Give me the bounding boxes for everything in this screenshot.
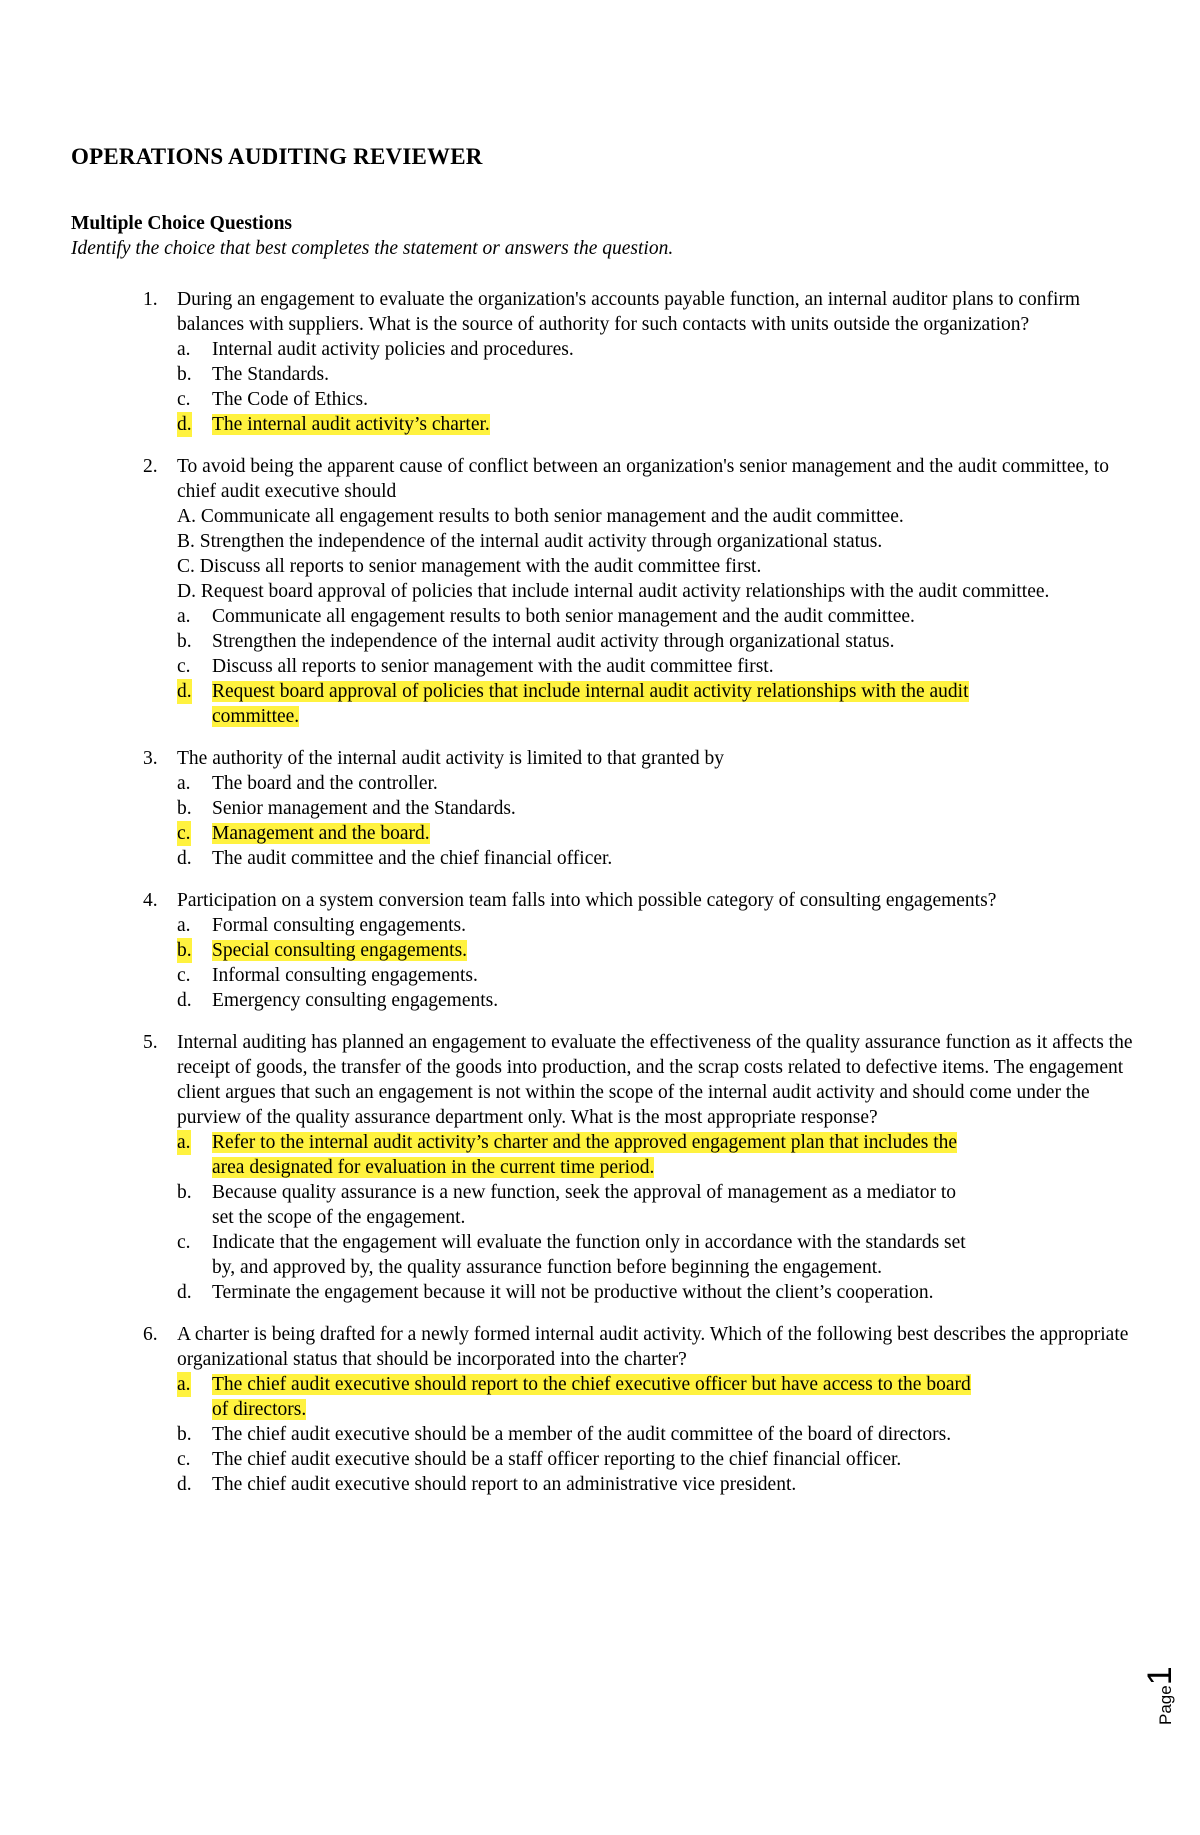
choice-b — [177, 629, 1141, 654]
question-2 — [71, 454, 1141, 729]
choice-b — [177, 796, 1141, 821]
question-number: 5. — [143, 1032, 158, 1053]
choice-text: The board and the controller. — [212, 773, 438, 794]
answer-highlight: The chief audit executive should report to the chief executive officer but have access to the board of directors. — [212, 1374, 971, 1420]
answer-highlight: Special consulting engagements. — [212, 940, 468, 961]
choice-a — [177, 771, 1141, 796]
question-6 — [71, 1322, 1141, 1497]
choice-letter-highlighted: a. — [177, 1374, 191, 1395]
section-heading: Multiple Choice Questions — [71, 213, 293, 234]
choice-text: The chief audit executive should be a staff officer reporting to the chief financial officer. — [212, 1449, 902, 1470]
choice-list — [177, 1372, 1141, 1497]
choice-text: The Code of Ethics. — [212, 389, 368, 410]
choice-text: The chief audit executive should report to an administrative vice president. — [212, 1474, 797, 1495]
choice-list — [177, 1130, 1141, 1305]
instructions-text: Identify the choice that best completes the statement or answers the question. — [71, 238, 674, 259]
page-number-rotated — [1141, 1666, 1179, 1725]
choice-d — [177, 1280, 1141, 1305]
question-stem: Participation on a system conversion team falls into which possible category of consulting engagements? — [177, 890, 997, 911]
question-number: 4. — [143, 890, 158, 911]
question-4 — [71, 888, 1141, 1013]
choice-c — [177, 654, 1141, 679]
choice-text: Indicate that the engagement will evaluate the function only in accordance with the standards set by, and approved by, the quality assurance function before beginning the engagement. — [212, 1232, 966, 1278]
choice-a — [177, 604, 1141, 629]
choice-text: Internal audit activity policies and procedures. — [212, 339, 574, 360]
choice-a — [177, 913, 1141, 938]
choice-text: Informal consulting engagements. — [212, 965, 478, 986]
choice-text: The chief audit executive should be a member of the audit committee of the board of directors. — [212, 1424, 952, 1445]
choice-b — [177, 1422, 1141, 1447]
choice-list — [177, 771, 1141, 871]
choice-letter: d. — [177, 1282, 192, 1303]
choice-letter: a. — [177, 606, 191, 627]
choice-letter: b. — [177, 1182, 192, 1203]
page-number-value: 1 — [1141, 1666, 1179, 1686]
question-number: 3. — [143, 748, 158, 769]
question-5 — [71, 1030, 1141, 1305]
choice-text: Terminate the engagement because it will not be productive without the client’s cooperation. — [212, 1282, 934, 1303]
choice-b — [177, 362, 1141, 387]
choice-text: Strengthen the independence of the internal audit activity through organizational status. — [212, 631, 895, 652]
choice-letter-highlighted: d. — [177, 681, 192, 702]
choice-letter: a. — [177, 915, 191, 936]
question-number: 2. — [143, 456, 158, 477]
answer-highlight: The internal audit activity’s charter. — [212, 414, 490, 435]
choice-c — [177, 963, 1141, 988]
question-3 — [71, 746, 1141, 871]
choice-letter-highlighted: a. — [177, 1132, 191, 1153]
question-list — [71, 287, 1141, 1514]
choice-d-answer — [177, 412, 1141, 437]
choice-letter: c. — [177, 656, 191, 677]
choice-list — [177, 604, 1141, 729]
choice-list — [177, 337, 1141, 437]
choice-a-answer — [177, 1130, 1141, 1180]
choice-c-answer — [177, 821, 1141, 846]
choice-letter: b. — [177, 798, 192, 819]
choice-c — [177, 1447, 1141, 1472]
choice-letter: c. — [177, 389, 191, 410]
choice-c — [177, 387, 1141, 412]
choice-letter: a. — [177, 339, 191, 360]
choice-text: Discuss all reports to senior management with the audit committee first. — [212, 656, 774, 677]
choice-d — [177, 846, 1141, 871]
choice-a-answer — [177, 1372, 1141, 1422]
choice-letter-highlighted: d. — [177, 414, 192, 435]
choice-c — [177, 1230, 1141, 1280]
question-number: 6. — [143, 1324, 158, 1345]
question-number: 1. — [143, 289, 158, 310]
answer-highlight: Request board approval of policies that include internal audit activity relationships with the audit committee. — [212, 681, 969, 727]
choice-d — [177, 988, 1141, 1013]
choice-text: Because quality assurance is a new function, seek the approval of management as a mediator to set the scope of the engagement. — [212, 1182, 956, 1228]
choice-letter: c. — [177, 1449, 191, 1470]
question-1 — [71, 287, 1141, 437]
page-number — [1141, 1625, 1192, 1725]
sub-option-d: D. Request board approval of policies that include internal audit activity relationships with the audit committee. — [177, 581, 1050, 602]
choice-letter-highlighted: c. — [177, 823, 191, 844]
choice-letter: b. — [177, 364, 192, 385]
choice-letter: c. — [177, 965, 191, 986]
choice-b-answer — [177, 938, 1141, 963]
choice-text: The Standards. — [212, 364, 329, 385]
choice-letter: d. — [177, 848, 192, 869]
choice-d — [177, 1472, 1141, 1497]
choice-letter: d. — [177, 990, 192, 1011]
choice-text: Emergency consulting engagements. — [212, 990, 499, 1011]
choice-b — [177, 1180, 1141, 1230]
answer-highlight: Management and the board. — [212, 823, 430, 844]
sub-option-a: A. Communicate all engagement results to both senior management and the audit committee. — [177, 506, 904, 527]
question-stem: A charter is being drafted for a newly formed internal audit activity. Which of the following best describes the appropriate organizational status that should be incorporated into the charter? — [177, 1324, 1129, 1370]
choice-letter: c. — [177, 1232, 191, 1253]
choice-text: The audit committee and the chief financial officer. — [212, 848, 613, 869]
answer-highlight: Refer to the internal audit activity’s charter and the approved engagement plan that includes the area designated for evaluation in the current time period. — [212, 1132, 958, 1178]
choice-letter-highlighted: b. — [177, 940, 192, 961]
document-title: OPERATIONS AUDITING REVIEWER — [71, 144, 483, 169]
choice-text: Communicate all engagement results to both senior management and the audit committee. — [212, 606, 915, 627]
question-stem: Internal auditing has planned an engagement to evaluate the effectiveness of the quality assurance function as it affects the receipt of goods, the transfer of the goods into production, and the scrap costs related to defective items. The engagement client argues that such an engagement is not within the scope of the internal audit activity and should come under the purview of the quality assurance department only. What is the most appropriate response? — [177, 1032, 1133, 1128]
choice-letter: b. — [177, 631, 192, 652]
choice-text: Senior management and the Standards. — [212, 798, 516, 819]
choice-a — [177, 337, 1141, 362]
choice-list — [177, 913, 1141, 1013]
page-label: Page — [1156, 1685, 1175, 1725]
sub-option-c: C. Discuss all reports to senior management with the audit committee first. — [177, 556, 762, 577]
question-stem: The authority of the internal audit activity is limited to that granted by — [177, 748, 724, 769]
question-stem: During an engagement to evaluate the organization's accounts payable function, an internal auditor plans to confirm balances with suppliers. What is the source of authority for such contacts with units outside the organization? — [177, 289, 1081, 335]
choice-text: Formal consulting engagements. — [212, 915, 466, 936]
choice-letter: a. — [177, 773, 191, 794]
question-stem: To avoid being the apparent cause of conflict between an organization's senior management and the audit committee, to chief audit executive should — [177, 456, 1110, 502]
choice-d-answer — [177, 679, 1141, 729]
sub-option-b: B. Strengthen the independence of the internal audit activity through organizational status. — [177, 531, 883, 552]
choice-letter: b. — [177, 1424, 192, 1445]
choice-letter: d. — [177, 1474, 192, 1495]
